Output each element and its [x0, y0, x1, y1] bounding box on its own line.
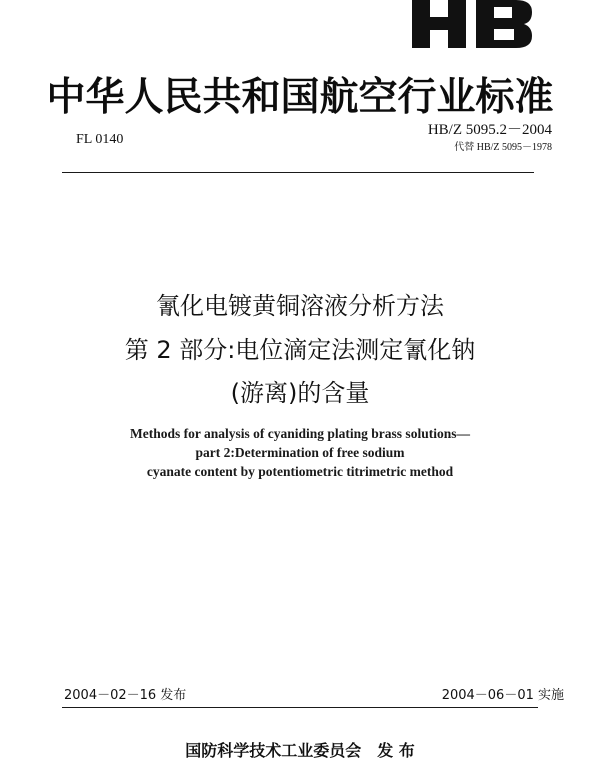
top-divider	[62, 172, 534, 173]
standard-number: HB/Z 5095.2－2004	[427, 122, 552, 138]
implementation-date: 2004－06－01 实施	[441, 688, 564, 703]
hb-logo	[412, 0, 532, 48]
chinese-title-line-2: 第 2 部分:电位滴定法测定氰化钠	[124, 336, 476, 364]
chinese-title-line-1: 氰化电镀黄铜溶液分析方法	[156, 292, 444, 320]
english-title-line-3: cyanate content by potentiometric titrimetric method	[146, 464, 454, 479]
classification-code: FL 0140	[76, 132, 124, 147]
english-title-line-1: Methods for analysis of cyaniding plating brass solutions—	[130, 426, 470, 441]
english-title-line-2: part 2:Determination of free sodium	[195, 445, 405, 460]
replaces-standard: 代替 HB/Z 5095－1978	[454, 142, 552, 153]
org-title: 中华人民共和国航空行业标准	[46, 75, 554, 120]
chinese-title-line-3: (游离)的含量	[230, 379, 370, 407]
bottom-divider	[62, 707, 538, 708]
publisher: 国防科学技术工业委员会 发 布	[185, 741, 415, 760]
issue-date: 2004－02－16 发布	[64, 688, 187, 703]
